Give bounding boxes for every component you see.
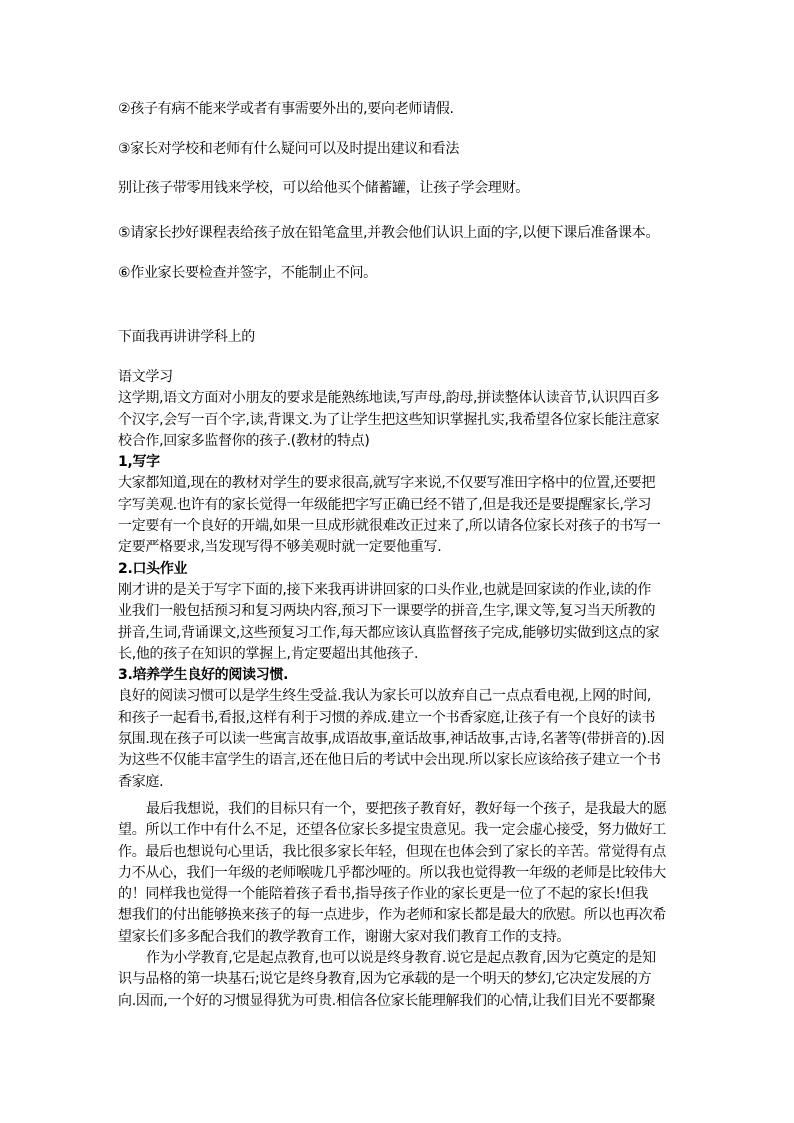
paragraph-line: 作为小学教育,它是起点教育,也可以说是终身教育.说它是起点教育,因为它奠定的是知 xyxy=(146,950,656,967)
paragraph-line: 最后我想说，我们的目标只有一个，要把孩子教育好，教好每一个孩子，是我最大的愿 xyxy=(146,801,667,817)
paragraph-line: 望家长们多多配合我们的教学教育工作，谢谢大家对我们教育工作的支持。 xyxy=(118,928,571,945)
paragraph-line: 良好的阅读习惯可以是学生终生受益.我认为家长可以放弃自己一点点看电视,上网的时间, xyxy=(118,688,652,705)
paragraph-line: 识与品格的第一块基石;说它是终身教育,因为它承载的是一个明天的梦幻,它决定发展的方 xyxy=(118,971,652,988)
paragraph-line: 校合作,回家多监督你的孩子.(教材的特点) xyxy=(118,432,370,449)
subject-intro: 下面我再讲讲学科上的 xyxy=(118,329,255,345)
paragraph-line: 大家都知道,现在的教材对学生的要求很高,就写字来说,不仅要写准田字格中的位置,还要把 xyxy=(118,475,656,492)
notice-item-2: ②孩子有病不能来学或者有事需要外出的,要向老师请假. xyxy=(118,101,454,117)
paragraph-line: 个汉字,会写一百个字,读,背课文.为了让学生把这些知识掌握扎实,我希望各位家长能注意家 xyxy=(118,411,660,428)
paragraph-line: 定要严格要求,当发现写得不够美观时就一定要他重写. xyxy=(118,539,442,556)
paragraph-line: 的！同样我也觉得一个能陪着孩子看书,指导孩子作业的家长更是一位了不起的家长!但我 xyxy=(118,886,649,903)
paragraph-line: 刚才讲的是关于写字下面的,接下来我再讲讲回家的口头作业,也就是回家读的作业,读的作 xyxy=(118,581,652,598)
paragraph-line: 字写美观.也许有的家长觉得一年级能把字写正确已经不错了,但是我还是要提醒家长,学习 xyxy=(118,496,652,513)
closing-section xyxy=(118,799,678,1012)
paragraph-line: 望。所以工作中有什么不足，还望各位家长多提宝贵意见。我一定会虚心接受，努力做好工 xyxy=(118,822,666,839)
heading-oral-homework: 2.口头作业 xyxy=(118,560,188,577)
notice-item-5: ⑤请家长抄好课程表给孩子放在铅笔盒里,并教会他们认识上面的字,以便下课后准备课本。 xyxy=(118,225,660,241)
heading-reading-habits: 3.培养学生良好的阅读习惯. xyxy=(118,667,289,684)
notice-item-3: ③家长对学校和老师有什么疑问可以及时提出建议和看法 xyxy=(118,141,460,157)
paragraph-line: 向.因而,一个好的习惯显得犹为可贵.相信各位家长能理解我们的心情,让我们目光不要都聚 xyxy=(118,992,656,1009)
paragraph-line: 长,他的孩子在知识的掌握上,肯定要超出其他孩子. xyxy=(118,645,419,662)
paragraph-line: 和孩子一起看书,看报,这样有利于习惯的养成.建立一个书香家庭,让孩子有一个良好的读书 xyxy=(118,709,656,726)
paragraph-line: 作。最后也想说句心里话，我比很多家长年轻，但现在也体会到了家长的辛苦。常觉得有点 xyxy=(118,843,666,860)
notice-item-6: ⑥作业家长要检查并签字，不能制止不问。 xyxy=(118,265,377,281)
paragraph-line: 氛围.现在孩子可以读一些寓言故事,成语故事,童话故事,神话故事,古诗,名著等(带拼音的).因 xyxy=(118,731,665,748)
paragraph-line: 香家庭. xyxy=(118,773,164,790)
paragraph-line: 力不从心，我们一年级的老师喉咙几乎都沙哑的。所以我也觉得教一年级的老师是比较伟大 xyxy=(118,864,666,881)
paragraph-line: 业我们一般包括预习和复习两块内容,预习下一课要学的拼音,生字,课文等,复习当天所教的 xyxy=(118,603,656,620)
subject-section xyxy=(118,367,678,793)
notice-item-4: 别让孩子带零用钱来学校，可以给他买个储蓄罐，让孩子学会理财。 xyxy=(118,180,529,196)
paragraph-line: 一定要有一个良好的开端,如果一旦成形就很难改正过来了,所以请各位家长对孩子的书写一 xyxy=(118,518,661,535)
paragraph-line: 拼音,生词,背诵课文,这些预复习工作,每天都应该认真监督孩子完成,能够切实做到这点的家 xyxy=(118,624,660,641)
paragraph-line: 这学期,语文方面对小朋友的要求是能熟练地读,写声母,韵母,拼读整体认读音节,认识四百多 xyxy=(118,390,660,407)
section-title-chinese: 语文学习 xyxy=(118,369,173,385)
heading-writing: 1,写字 xyxy=(118,454,160,471)
paragraph-line: 为这些不仅能丰富学生的语言,还在他日后的考试中会出现.所以家长应该给孩子建立一个书 xyxy=(118,752,661,769)
paragraph-line: 想我们的付出能够换来孩子的每一点进步，作为老师和家长都是最大的欣慰。所以也再次希 xyxy=(118,907,666,924)
